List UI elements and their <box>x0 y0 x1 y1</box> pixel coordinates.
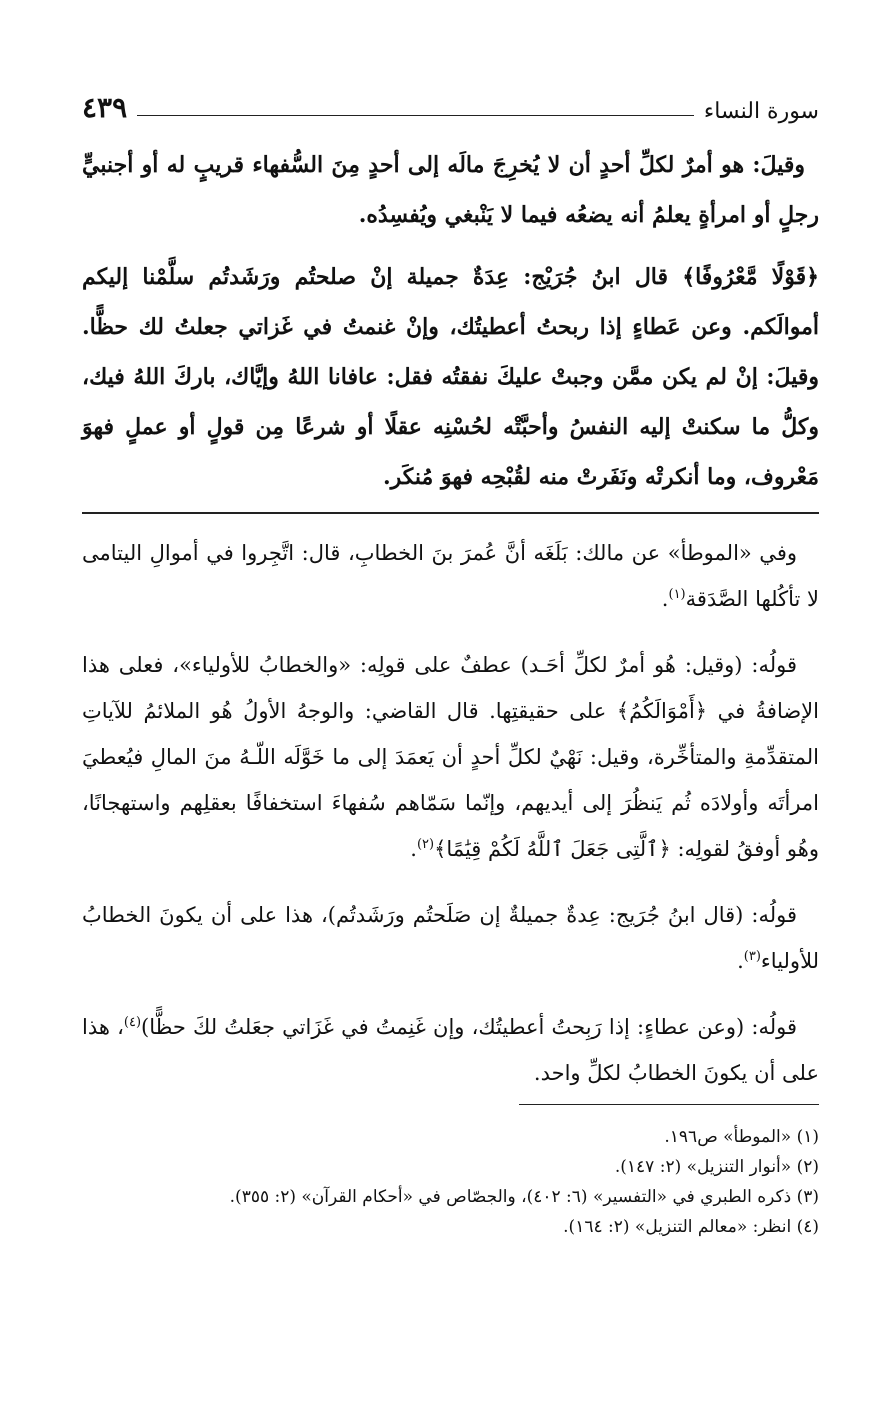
page-number: ٤٣٩ <box>82 91 128 124</box>
footnote-ref-4: (٤) <box>123 1015 142 1030</box>
surah-title: سورة النساء <box>703 99 819 124</box>
main-paragraph-1: وقيلَ: هو أمرٌ لكلِّ أحدٍ أن لا يُخرِجَ مالَه إلى أحدٍ مِنَ السُّفهاء قريبٍ له أو أجنبيٍّ رجلٍ أو امرأةٍ يعلمُ أنه يضعُه فيما لا يَنْبغي ويُفسِدُه. <box>82 152 819 228</box>
commentary-paragraph-3 <box>82 892 819 984</box>
commentary-end-4: ، هذا على أن يكونَ الخطابُ لكلِّ واحد. <box>82 1015 819 1085</box>
footnote-ref-3: (٣) <box>743 949 761 964</box>
footnote-1: (١) «الموطأ» ص١٩٦. <box>664 1127 819 1147</box>
main-text <box>82 140 819 514</box>
main-paragraph-2: ﴿قَوْلًا مَّعْرُوفًا﴾ قال ابنُ جُرَيْج: عِدَةٌ جميلة إنْ صلحتُم ورَشَدتُم سلَّمْنا إليكم أموالَكم. وعن عَطاءٍ إذا ربحتُ أعطيتُك، وإنْ غنمتُ في غَزاتي جعلتُ لك حظًّا. وقيلَ: إنْ لم يكن ممَّن وجبتْ عليكَ نفقتُه فقل: عافانا اللهُ وإيَّاك، باركَ اللهُ فيك، وكلُّ ما سكنتْ إليه النفسُ وأحبَّتْه لحُسْنِه عقلًا أو شرعًا مِن قولٍ أو عملٍ فهوَ مَعْروف، وما أنكرتْه ونَفَرتْ منه لقُبْحِه فهوَ مُنكَر. <box>82 264 819 490</box>
commentary-paragraph-1 <box>82 530 819 622</box>
commentary-end-1: . <box>661 587 669 611</box>
commentary-text-2: قولُه: (وقيل: هُو أمرٌ لكلِّ أحَـد) عطفٌ على قولِه: «والخطابُ للأولياء»، فعلى هذا الإضافةُ في ﴿أَمْوَالَكُمُ﴾ على حقيقتِها. قال القاضي: والوجهُ الأولُ هُو الملائمُ للآياتِ المتقدِّمةِ والمتأخِّرة، وقيل: نَهْيٌ لكلِّ أحدٍ أن يَعمَدَ إلى ما خَوَّلَه اللّـهُ منَ المالِ فيُعطيَ امرأتَه وأولادَه ثُم يَنظُرَ إلى أيديهم، وإنّما سَمّاهم سُفهاءَ استخفافًا بعقلِهم واستهجانًا، وهُو أوفقُ لقولِه: ﴿ٱلَّتِى جَعَلَ ٱللَّهُ لَكُمْ قِيَٰمًا﴾ <box>82 653 819 861</box>
commentary-text <box>82 530 819 1116</box>
footnotes <box>82 1122 819 1242</box>
footnote-ref-2: (٢) <box>416 837 435 852</box>
footnote-3: (٣) ذكره الطبري في «التفسير» (٦: ٤٠٢)، والجصّاص في «أحكام القرآن» (٢: ٣٥٥). <box>229 1187 819 1207</box>
commentary-end-2: . <box>410 837 417 861</box>
commentary-paragraph-2 <box>82 642 819 872</box>
header-rule <box>137 115 694 116</box>
commentary-text-4: قولُه: (وعن عطاءٍ: إذا رَبِحتُ أعطيتُك، وإن غَنِمتُ في غَزَاتي جعَلتُ لكَ حظًّا) <box>141 1015 797 1039</box>
footnote-4: (٤) انظر: «معالم التنزيل» (٢: ١٦٤). <box>563 1217 819 1237</box>
commentary-text-1: وفي «الموطأ» عن مالك: بَلَغَه أنَّ عُمرَ بنَ الخطابِ، قال: اتَّجِروا في أموالِ اليتامى لا تأكُلها الصَّدَقة <box>82 541 819 611</box>
commentary-paragraph-4 <box>82 1004 819 1096</box>
footnote-rule <box>519 1104 819 1105</box>
commentary-end-3: . <box>737 949 744 973</box>
section-divider <box>82 512 819 514</box>
footnote-ref-1: (١) <box>668 587 686 602</box>
page-header <box>82 84 819 124</box>
footnote-2: (٢) «أنوار التنزيل» (٢: ١٤٧). <box>614 1157 819 1177</box>
commentary-text-3: قولُه: (قال ابنُ جُرَيج: عِدةٌ جميلةٌ إن صَلَحتُم ورَشَدتُم)، هذا على أن يكونَ الخطابُ للأولياء <box>82 903 819 973</box>
